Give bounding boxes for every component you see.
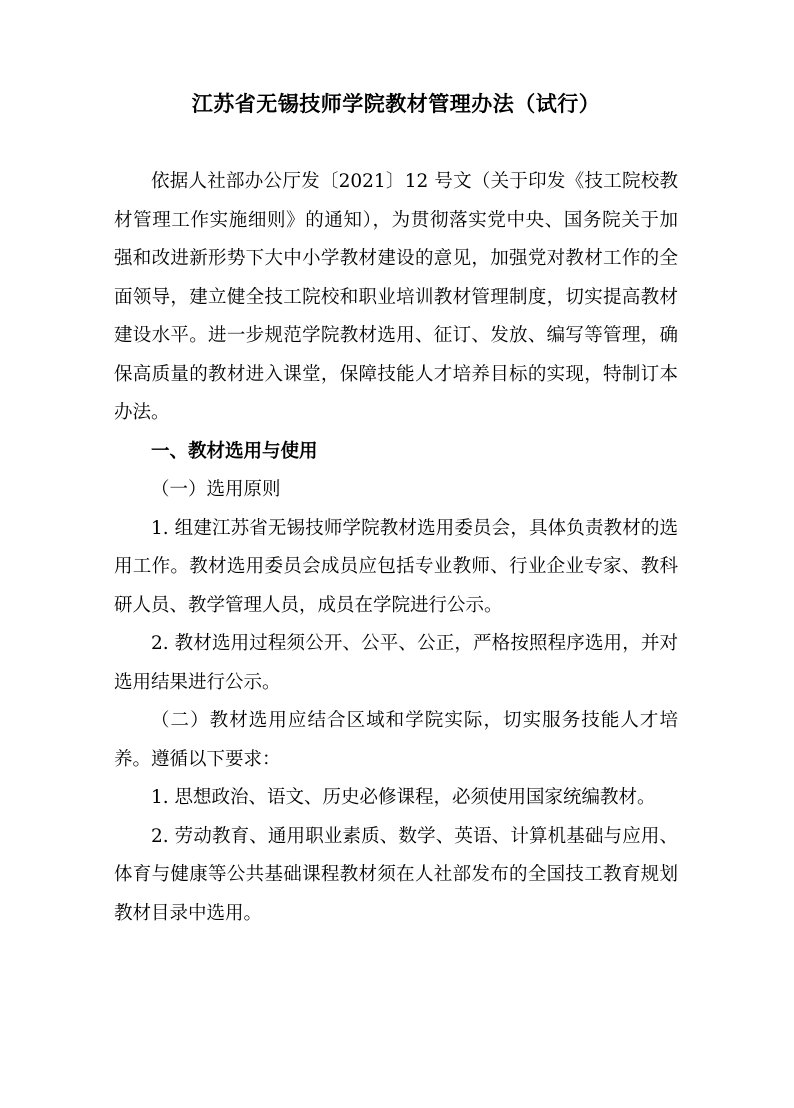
intro-paragraph: 依据人社部办公厅发〔2021〕12 号文（关于印发《技工院校教材管理工作实施细则》的通知），为贯彻落实党中央、国务院关于加强和改进新形势下大中小学教材建设的意见，加强党对教材工作的全面领导，建立健全技工院校和职业培训教材管理制度，切实提高教材建设水平。进一步规范学院教材选用、征订、发放、编写等管理，确保高质量的教材进入课堂，保障技能人才培养目标的实现，特制订本办法。 [114, 171, 678, 423]
clause-1-2: 2. 教材选用过程须公开、公平、公正，严格按照程序选用，并对选用结果进行公示。 [114, 633, 678, 693]
clause-2-2: 2. 劳动教育、通用职业素质、数学、英语、计算机基础与应用、体育与健康等公共基础课程教材须在人社部发布的全国技工教育规划教材目录中选用。 [114, 825, 678, 924]
document-title: 江苏省无锡技师学院教材管理办法（试行） [191, 92, 601, 116]
subsection-heading-2: （二）教材选用应结合区域和学院实际，切实服务技能人才培养。遵循以下要求： [114, 710, 678, 770]
subsection-heading-1: （一）选用原则 [151, 479, 281, 500]
clause-1-1: 1. 组建江苏省无锡技师学院教材选用委员会，具体负责教材的选用工作。教材选用委员会成员应包括专业教师、行业企业专家、教科研人员、教学管理人员，成员在学院进行公示。 [114, 517, 678, 616]
clause-2-1: 1. 思想政治、语文、历史必修课程，必须使用国家统编教材。 [151, 787, 656, 808]
section-heading-1: 一、教材选用与使用 [151, 440, 318, 462]
